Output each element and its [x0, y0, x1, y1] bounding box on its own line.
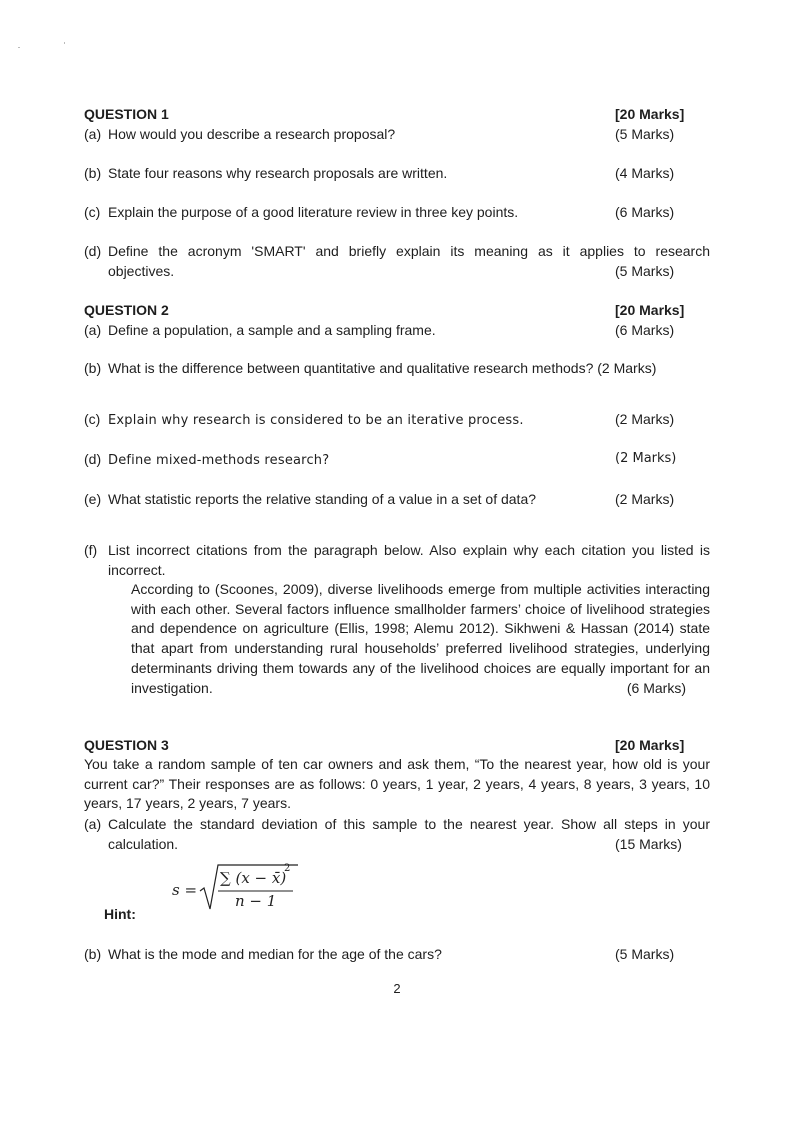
question-intro — [84, 755, 710, 814]
part-text-continued: objectives. — [108, 263, 175, 279]
question-part-b — [84, 163, 710, 183]
question-3 — [84, 735, 710, 854]
part-label: (a) — [84, 815, 102, 832]
part-text: Define mixed-methods research? — [108, 453, 330, 468]
formula-numerator: ∑ (x − x̄) — [220, 869, 287, 887]
part-label: (b) — [84, 360, 102, 376]
part-text-continued: calculation. — [108, 835, 179, 852]
part-marks: (4 Marks) — [615, 165, 675, 181]
paragraph-text: According to (Scoones, 2009), diverse livelihoods emerge from multiple activities interacting with each other. Several factors influence smallholder farmers’ choice of livelihood strategies and dependence on agriculture (Ellis, 1998; Alemu 2012). Sikhweni & Hassan (2014) state that apart from understanding rural households’ preferred livelihood strategies, underlying determinants driving them towards any of the livelihood choices are equally important for an investigation. — [131, 581, 710, 696]
part-marks: (6 Marks) — [615, 204, 675, 220]
formula-exponent: 2 — [284, 863, 291, 874]
part-label: (d) — [84, 243, 102, 259]
part-text: How would you describe a research proposal? — [108, 126, 396, 142]
question-title: QUESTION 1 — [84, 106, 169, 122]
part-label: (c) — [84, 411, 101, 427]
question-total-marks: [20 Marks] — [615, 106, 685, 122]
question-part-c — [84, 202, 710, 222]
part-label: (c) — [84, 204, 101, 220]
question-2 — [84, 300, 710, 340]
part-text-continued: incorrect. — [108, 562, 166, 578]
part-label: (f) — [84, 542, 98, 558]
question-part-a — [84, 320, 710, 340]
std-dev-formula — [84, 858, 710, 928]
part-marks: (2 Marks) — [615, 451, 677, 466]
question-part-c — [84, 409, 710, 429]
question-heading — [84, 300, 710, 320]
part-marks: (5 Marks) — [615, 946, 675, 962]
part-text: Explain the purpose of a good literature review in three key points. — [108, 204, 519, 220]
question-part-b — [84, 358, 710, 378]
part-marks: (6 Marks) — [615, 322, 675, 338]
part-marks: (6 Marks) — [626, 679, 686, 696]
question-part-e — [84, 489, 710, 509]
question-heading — [84, 735, 710, 755]
part-text: List incorrect citations from the paragraph below. Also explain why each citation you listed is — [108, 542, 710, 558]
part-text: Calculate the standard deviation of this sample to the nearest year. Show all steps in your — [108, 815, 710, 832]
part-marks: (5 Marks) — [615, 263, 675, 279]
part-label: (a) — [84, 322, 102, 338]
part-text: What statistic reports the relative standing of a value in a set of data? — [108, 491, 537, 507]
part-label: (a) — [84, 126, 102, 142]
page-number: 2 — [393, 981, 401, 996]
part-marks: (15 Marks) — [615, 835, 682, 852]
scan-speck — [18, 47, 20, 48]
formula-denominator: n − 1 — [235, 892, 277, 910]
formula-lhs: s = — [172, 881, 198, 899]
question-part-d — [84, 241, 710, 281]
hint-label: Hint: — [104, 906, 136, 922]
part-text: Define a population, a sample and a sampling frame. — [108, 322, 436, 338]
question-part-b — [84, 944, 710, 964]
part-text: What is the difference between quantitative and qualitative research methods? (2 Marks) — [108, 360, 657, 376]
part-marks: (2 Marks) — [615, 491, 675, 507]
question-total-marks: [20 Marks] — [615, 302, 685, 318]
question-total-marks: [20 Marks] — [615, 737, 685, 753]
part-text: What is the mode and median for the age of the cars? — [108, 946, 442, 962]
part-text: Define the acronym 'SMART' and briefly explain its meaning as it applies to research — [108, 243, 710, 259]
question-heading — [84, 104, 710, 124]
question-title: QUESTION 3 — [84, 737, 169, 753]
part-marks: (2 Marks) — [615, 411, 675, 427]
part-marks: (5 Marks) — [615, 126, 675, 142]
question-1 — [84, 104, 710, 144]
part-label: (b) — [84, 165, 102, 181]
question-part-a — [84, 124, 710, 144]
question-part-a — [84, 814, 710, 834]
question-title: QUESTION 2 — [84, 302, 169, 318]
citation-paragraph — [84, 580, 710, 698]
scan-speck — [64, 42, 65, 44]
part-label: (b) — [84, 946, 102, 962]
question-part-d — [84, 449, 710, 469]
question-part-f — [84, 540, 710, 698]
part-label: (e) — [84, 491, 102, 507]
part-label: (d) — [84, 451, 102, 467]
intro-text: You take a random sample of ten car owners and ask them, “To the nearest year, how old is your current car?” Their responses are as follows: 0 years, 1 year, 2 years, 4 years, 8 years, 3 years, 10 years, 17 years, 2 years, 7 years. — [84, 756, 710, 812]
part-text: Explain why research is considered to be an iterative process. — [108, 413, 524, 428]
part-text: State four reasons why research proposals are written. — [108, 165, 448, 181]
